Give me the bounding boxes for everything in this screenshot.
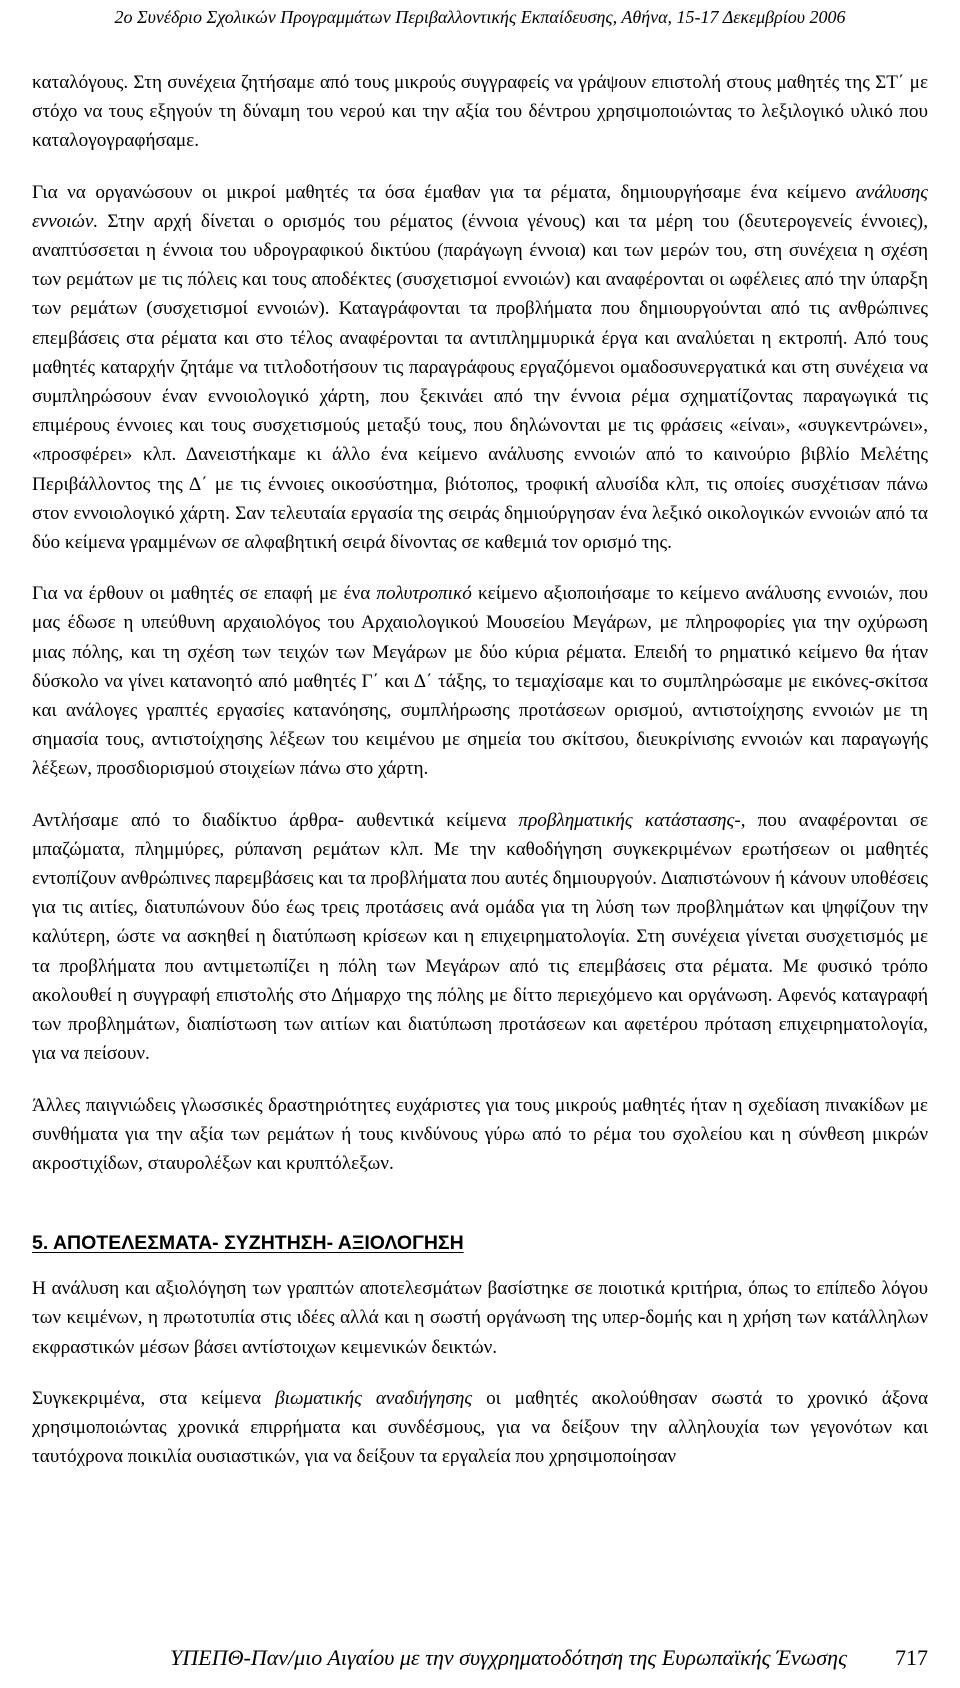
paragraph-text: οι μαθητές ακολούθησαν σωστά το χρονικό άξονα χρησιμοποιώντας χρονικά επιρρήματα και συνδέσμους, για να δείξουν την αλληλουχία των γεγονότων και ταυτόχρονα ποικιλία ουσιαστικών, για να δείξουν τα εργαλεία που χρησιμοποίησαν <box>32 1387 929 1468</box>
page-number: 717 <box>895 1645 928 1670</box>
paragraph-text: Αντλήσαμε από το διαδίκτυο άρθρα- αυθεντικά κείμενα <box>32 809 519 831</box>
paragraph <box>32 1091 928 1179</box>
paragraph <box>32 1384 928 1472</box>
paragraph-text: καταλόγους. Στη συνέχεια ζητήσαμε από τους μικρούς συγγραφείς να γράψουν επιστολή στους μαθητές της ΣΤ΄ με στόχο να τους εξηγούν τη δύναμη του νερού και την αξία του δέντρου χρησιμοποιώντας το λεξιλογικό υλικό που καταλογογραφήσαμε. <box>32 72 928 152</box>
body-text <box>32 68 928 1471</box>
paragraph-text: -, που αναφέρονται σε μπαζώματα, πλημμύρες, ρύπανση ρεμάτων κλπ. Με την καθοδήγηση συγκεκριμένων ερωτήσεων οι μαθητές εντοπίζουν ανθρώπινες παρεμβάσεις και τα προβλήματα που αυτές δημιουργούν. Διαπιστώνουν ή κάνουν υποθέσεις για τις αιτίες, διατυπώνουν δύο έως τρεις προτάσεις ανά ομάδα για τη λύση των προβλημάτων και ψηφίζουν την καλύτερη, ώστε να ασκηθεί η διατύπωση κρίσεων και η επιχειρηματολογία. Στη συνέχεια γίνεται συσχετισμός με τα προβλήματα που αντιμετωπίζει η πόλη των Μεγάρων από τις επεμβάσεις στα ρέματα. Με φυσικό τρόπο ακολουθεί η συγγραφή επιστολής στο Δήμαρχο της πόλης με δίττο περιεχόμενο και οργάνωση. Αφενός καταγραφή των προβλημάτων, διαπίστωση των αιτίων και διατύπωση προτάσεων και αφετέρου πρόταση επιχειρηματολογία, για να πείσουν. <box>32 809 928 1065</box>
paragraph <box>32 579 928 783</box>
footer-text: ΥΠΕΠΘ-Παν/μιο Αιγαίου με την συγχρηματοδότηση της Ευρωπαϊκής Ένωσης <box>170 1645 847 1670</box>
running-header: 2ο Συνέδριο Σχολικών Προγραμμάτων Περιβαλλοντικής Εκπαίδευσης, Αθήνα, 15-17 Δεκεμβρίου 2006 <box>114 7 846 27</box>
italic-term: βιωματικής αναδιήγησης <box>275 1387 473 1409</box>
section-heading: 5. ΑΠΟΤΕΛΕΣΜΑΤΑ- ΣΥΖΗΤΗΣΗ- ΑΞΙΟΛΟΓΗΣΗ <box>32 1232 464 1255</box>
paragraph <box>32 178 928 558</box>
paragraph-text: Για να έρθουν οι μαθητές σε επαφή με ένα <box>32 583 377 605</box>
italic-term: πολυτροπικό <box>376 583 472 605</box>
italic-term: προβληματικής κατάστασης <box>518 809 735 831</box>
paragraph <box>32 806 928 1069</box>
paragraph <box>32 68 928 156</box>
italic-term: ανάλυσης εννοιών. <box>32 181 928 232</box>
page-footer <box>0 1642 960 1674</box>
paragraph-text: κείμενο αξιοποιήσαμε το κείμενο ανάλυσης εννοιών, που μας έδωσε η υπεύθυνη αρχαιολόγος του Αρχαιολογικού Μουσείου Μεγάρων, με πληροφορίες για την οχύρωση μιας πόλης, και τη σχέση των τειχών των Μεγάρων με δύο κύρια ρέματα. Επειδή το ρηματικό κείμενο θα ήταν δύσκολο να γίνει κατανοητό από μαθητές Γ΄ και Δ΄ τάξης, το τεμαχίσαμε και το συμπληρώσαμε με εικόνες-σκίτσα και ανάλογες γραπτές εργασίες κατανόησης, συμπλήρωσης προτάσεων ορισμού, αντιστοίχησης εννοιών με τη σημασία τους, αντιστοίχησης λέξεων του κειμένου με σημεία του σκίτσου, διευκρίνισης εννοιών και παραγωγής λέξεων, προσδιορισμού στοιχείων πάνω στο χάρτη. <box>32 583 929 780</box>
paragraph <box>32 1274 928 1362</box>
paragraph-text: Η ανάλυση και αξιολόγηση των γραπτών αποτελεσμάτων βασίστηκε σε ποιοτικά κριτήρια, όπως το επίπεδο λόγου των κειμένων, η πρωτοτυπία στις ιδέες αλλά και η σωστή οργάνωση της υπερ-δομής και η χρήση των κατάλληλων εκφραστικών μέσων βάσει αντίστοιχων κειμενικών δεικτών. <box>32 1278 928 1358</box>
paragraph-text: Άλλες παιγνιώδεις γλωσσικές δραστηριότητες ευχάριστες για τους μικρούς μαθητές ήταν η σχεδίαση πινακίδων με συνθήματα για την αξία των ρεμάτων ή τους κινδύνους γύρω από το ρέμα του σχολείου και η σύνθεση μικρών ακροστιχίδων, σταυρολέξων και κρυπτόλεξων. <box>32 1094 928 1174</box>
paragraph-text: Για να οργανώσουν οι μικροί μαθητές τα όσα έμαθαν για τα ρέματα, δημιουργήσαμε ένα κείμενο <box>32 181 856 203</box>
paragraph-text: Συγκεκριμένα, στα κείμενα <box>32 1387 276 1409</box>
paragraph-text: Στην αρχή δίνεται ο ορισμός του ρέματος (έννοια γένους) και τα μέρη του (δευτερογενείς έννοιες), αναπτύσσεται η έννοια του υδρογραφικού δικτύου (παράγωγη έννοια) και των μερών του, στη συνέχεια η σχέση των ρεμάτων με τις πόλεις και τους αποδέκτες (συσχετισμοί εννοιών) και αναφέρονται οι ωφέλειες από την ύπαρξη των ρεμάτων (συσχετισμοί εννοιών). Καταγράφονται τα προβλήματα που δημιουργούνται από τις ανθρώπινες επεμβάσεις στα ρέματα και στο τέλος αναφέρονται τα αντιπλημμυρικά έργα και αναλύεται η εκτροπή. Από τους μαθητές καταρχήν ζητάμε να τιτλοδοτήσουν τις παραγράφους εργαζόμενοι ομαδοσυνεργατικά και στη συνέχεια να συμπληρώσουν έναν εννοιολογικό χάρτη, που ξεκινάει από την έννοια ρέμα σχηματίζοντας παραγωγικά τις επιμέρους έννοιες και τους συσχετισμούς μεταξύ τους, που δηλώνονται με τις φράσεις «είναι», «συγκεντρώνει», «προσφέρει» κλπ. Δανειστήκαμε κι άλλο ένα κείμενο ανάλυσης εννοιών από το καινούριο βιβλίο Μελέτης Περιβάλλοντος της Δ΄ με τις έννοιες οικοσύστημα, βιότοπος, τροφική αλυσίδα κλπ, τις οποίες συσχέτισαν πάνω στον εννοιολογικό χάρτη. Σαν τελευταία εργασία της σειράς δημιούργησαν ένα λεξικό οικολογικών εννοιών από τα δύο κείμενα γραμμένων σε αλφαβητική σειρά δίνοντας σε καθεμιά τον ορισμό της. <box>32 210 928 554</box>
